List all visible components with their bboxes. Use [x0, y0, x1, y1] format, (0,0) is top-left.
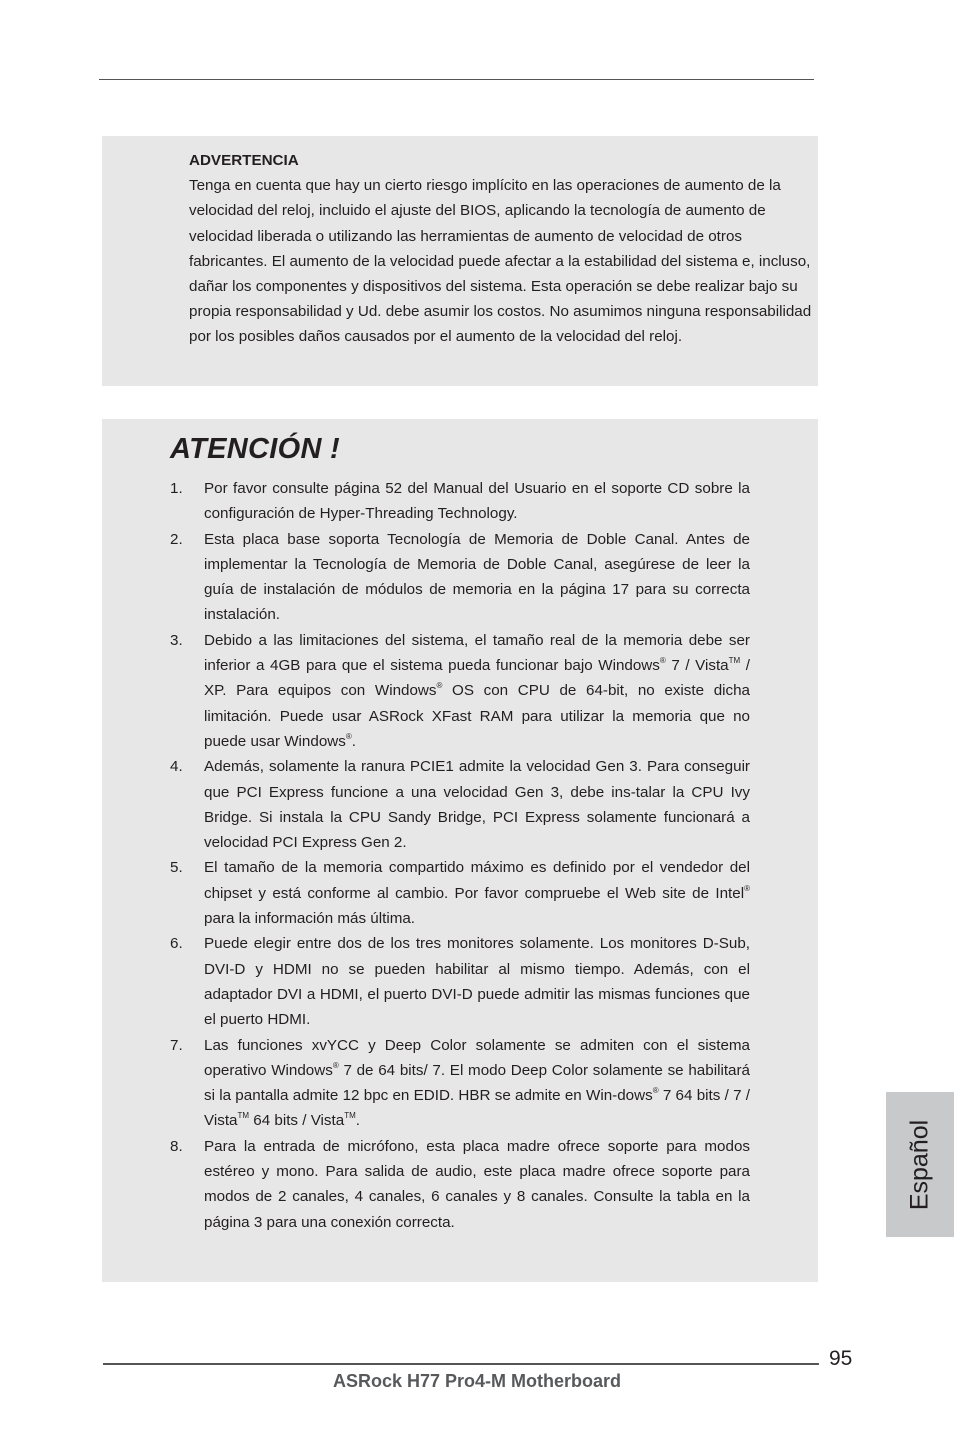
attention-item: [170, 1134, 750, 1235]
trademark-mark: ®: [659, 656, 666, 666]
attention-item: [170, 476, 750, 527]
language-label: Español: [905, 1119, 934, 1210]
attention-item-text: Además, solamente la ranura PCIE1 admite la velocidad Gen 3. Para conseguir que PCI Express funcione a una velocidad Gen 3, debe ins-talar la CPU Ivy Bridge. Si instala la CPU Sandy Bridge, PCI Express solamente funcionará a velocidad PCI Express Gen 2.: [204, 758, 750, 852]
attention-item-number: 8.: [170, 1137, 183, 1155]
top-rule: [99, 79, 814, 80]
trademark-mark: ®: [652, 1086, 659, 1096]
attention-item-text: Esta placa base soporta Tecnología de Memoria de Doble Canal. Antes de implementar la Tecnología de Memoria de Doble Canal, asegúrese de leer la guía de instalación de módulos de memoria en la página 17 para su correcta instalación.: [204, 530, 750, 624]
page-number: 95: [829, 1347, 853, 1370]
attention-item: [170, 855, 750, 931]
attention-item-text: El tamaño de la memoria compartido máximo es definido por el vendedor del chipset y está conforme al cambio. Por favor compruebe el Web site de Intel: [204, 859, 750, 902]
attention-item-text: OS con CPU de 64-bit, no existe dicha limitación. Puede usar ASRock XFast RAM para utilizar la memoria que no puede usar Windows: [204, 682, 751, 750]
attention-item-number: 5.: [170, 859, 183, 877]
attention-item: [170, 754, 750, 855]
attention-item-text: Puede elegir entre dos de los tres monitores solamente. Los monitores D-Sub, DVI-D y HDMI no se pueden habilitar al mismo tiempo. Además, con el adaptador DVI a HDMI, el puerto DVI-D puede admitir las mismas funciones que el puerto HDMI.: [204, 935, 750, 1029]
attention-item-text: 7 64 bits / 7 / Vista: [204, 1087, 750, 1130]
trademark-mark: ®: [345, 731, 352, 741]
attention-item-number: 3.: [170, 631, 183, 649]
attention-title: ATENCIÓN !: [170, 433, 341, 465]
attention-item: [170, 628, 750, 754]
attention-item-text: .: [351, 732, 356, 750]
trademark-mark: ®: [436, 681, 443, 691]
footer-product-text: ASRock H77 Pro4-M Motherboard: [332, 1371, 622, 1391]
trademark-mark: TM: [728, 656, 741, 666]
attention-item-number: 4.: [170, 758, 183, 776]
trademark-mark: TM: [344, 1111, 356, 1121]
attention-item-number: 6.: [170, 935, 183, 953]
attention-item-text: .: [355, 1112, 360, 1130]
attention-item: [170, 1033, 750, 1134]
attention-item: [170, 931, 750, 1032]
attention-item-text: para la información más última.: [204, 910, 416, 928]
attention-item-text: Las funciones xvYCC y Deep Color solamente se admiten con el sistema operativo Windows: [204, 1036, 750, 1079]
trademark-mark: ®: [332, 1060, 339, 1070]
attention-item-text: 64 bits / Vista: [249, 1112, 345, 1130]
attention-item-text: Debido a las limitaciones del sistema, el tamaño real de la memoria debe ser inferior a 4GB para que el sistema pueda funcionar bajo Windows: [204, 631, 750, 675]
attention-item-text: Por favor consulte página 52 del Manual del Usuario en el soporte CD sobre la configuración de Hyper-Threading Technology.: [204, 480, 750, 523]
language-side-tab: [886, 1092, 954, 1237]
attention-item-text: 7 de 64 bits/ 7. El modo Deep Color solamente se habilitará si la pantalla admite 12 bpc en EDID. HBR se admite en Win-dows: [204, 1061, 750, 1105]
attention-item-text: 7 / Vista: [665, 657, 729, 675]
attention-item-text: / XP. Para equipos con Windows: [204, 657, 750, 700]
warning-content: [189, 148, 819, 350]
attention-item: [170, 527, 750, 628]
attention-item-text: Para la entrada de micrófono, esta placa madre ofrece soporte para modos estéreo y mono. Para salida de audio, este placa madre ofrece soporte para modos de 2 canales, 4 canales, 6 canales y 8 canales. Consulte la tabla en la página 3 para una conexión correcta.: [204, 1137, 750, 1231]
footer-product: [0, 1371, 954, 1392]
attention-box: [102, 419, 818, 1282]
trademark-mark: ®: [744, 883, 750, 893]
attention-item-number: 2.: [170, 530, 183, 548]
attention-item-number: 1.: [170, 480, 183, 497]
bottom-rule: [103, 1363, 819, 1365]
warning-box: [102, 136, 818, 386]
trademark-mark: TM: [237, 1111, 250, 1121]
warning-body: Tenga en cuenta que hay un cierto riesgo implícito en las operaciones de aumento de la velocidad del reloj, incluido el ajuste del BIOS, aplicando la tecnología de aumento de velocidad liberada o utilizando las herramientas de aumento de velocidad de otros fabricantes. El aumento de la velocidad puede afectar a la estabilidad del sistema e, incluso, dañar los componentes y dispositivos del sistema. Esta operación se debe realizar bajo su propia responsabilidad y Ud. debe asumir los costos. No asumimos ninguna responsabilidad por los posibles daños causados por el aumento de la velocidad del reloj.: [189, 177, 812, 346]
warning-title: ADVERTENCIA: [189, 152, 299, 169]
attention-item-number: 7.: [170, 1036, 183, 1054]
attention-list: [170, 476, 750, 1235]
